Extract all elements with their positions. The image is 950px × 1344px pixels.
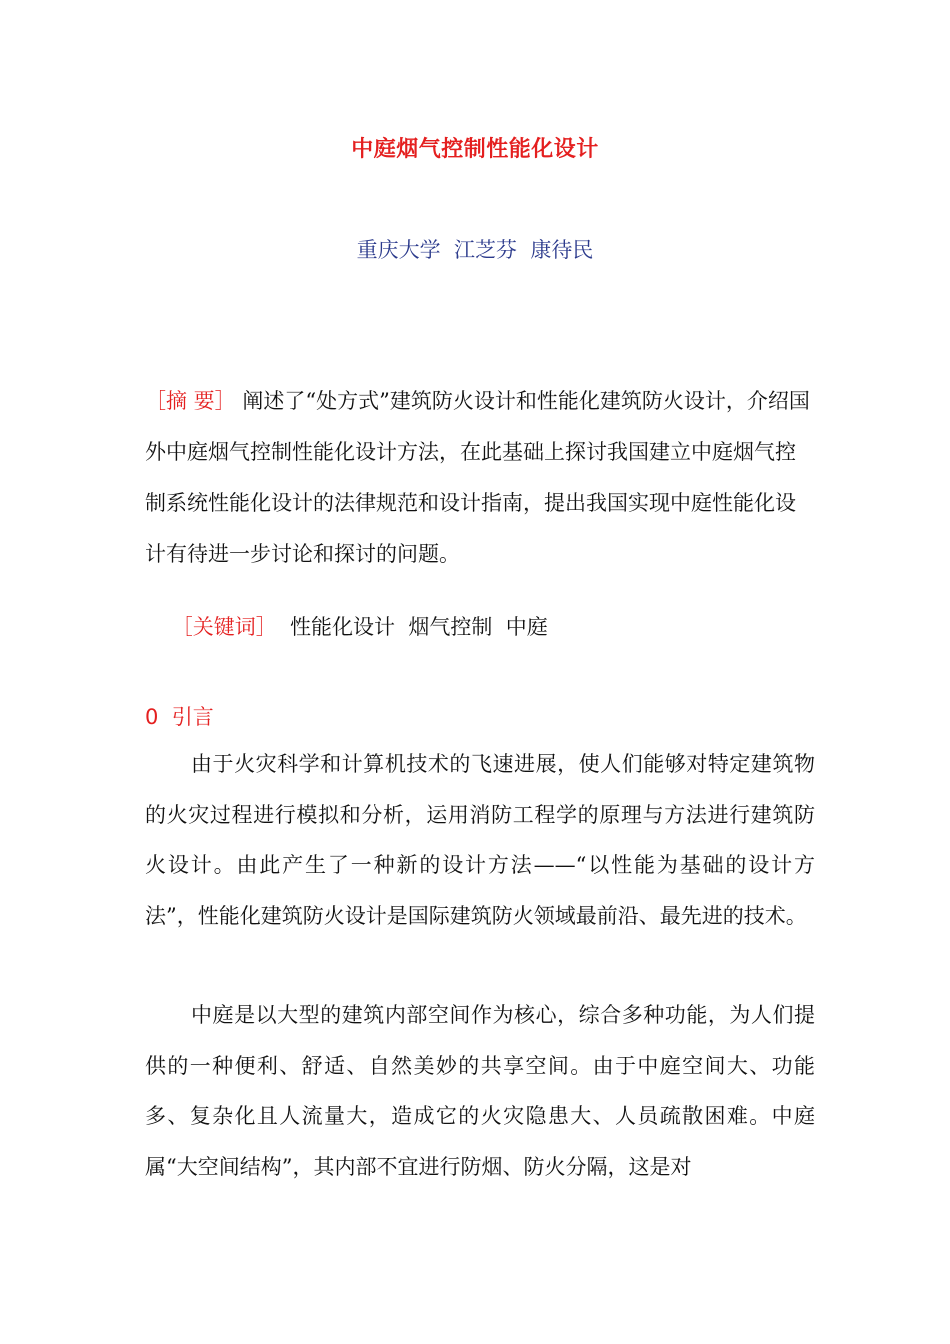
keywords-text: 性能化设计 烟气控制 中庭 xyxy=(276,615,548,639)
abstract-block xyxy=(145,376,815,580)
abstract-label: ［摘 要］ xyxy=(145,389,236,413)
author-line: 重庆大学 江芝芬 康待民 xyxy=(356,238,594,262)
keywords-label: ［关键词］ xyxy=(171,615,277,639)
abstract-text: 阐述了“处方式”建筑防火设计和性能化建筑防火设计，介绍国外中庭烟气控制性能化设计方法，在此基础上探讨我国建立中庭烟气控制系统性能化设计的法律规范和设计指南，提出我国实现中庭性能化设计有待进一步讨论和探讨的问题。 xyxy=(145,389,810,566)
section-heading: 0 引言 xyxy=(145,705,214,729)
paragraph: 中庭是以大型的建筑内部空间作为核心，综合多种功能，为人们提供的一种便利、舒适、自然美妙的共享空间。由于中庭空间大、功能多、复杂化且人流量大，造成它的火灾隐患大、人员疏散困难。中庭属“大空间结构”，其内部不宜进行防烟、防火分隔，这是对 xyxy=(145,1003,815,1179)
document-title: 中庭烟气控制性能化设计 xyxy=(351,137,599,162)
paragraph: 由于火灾科学和计算机技术的飞速进展，使人们能够对特定建筑物的火灾过程进行模拟和分析，运用消防工程学的原理与方法进行建筑防火设计。由此产生了一种新的设计方法——“以性能为基础的设计方法”，性能化建筑防火设计是国际建筑防火领域最前沿、最先进的技术。 xyxy=(145,752,815,928)
keywords-block xyxy=(145,576,815,678)
